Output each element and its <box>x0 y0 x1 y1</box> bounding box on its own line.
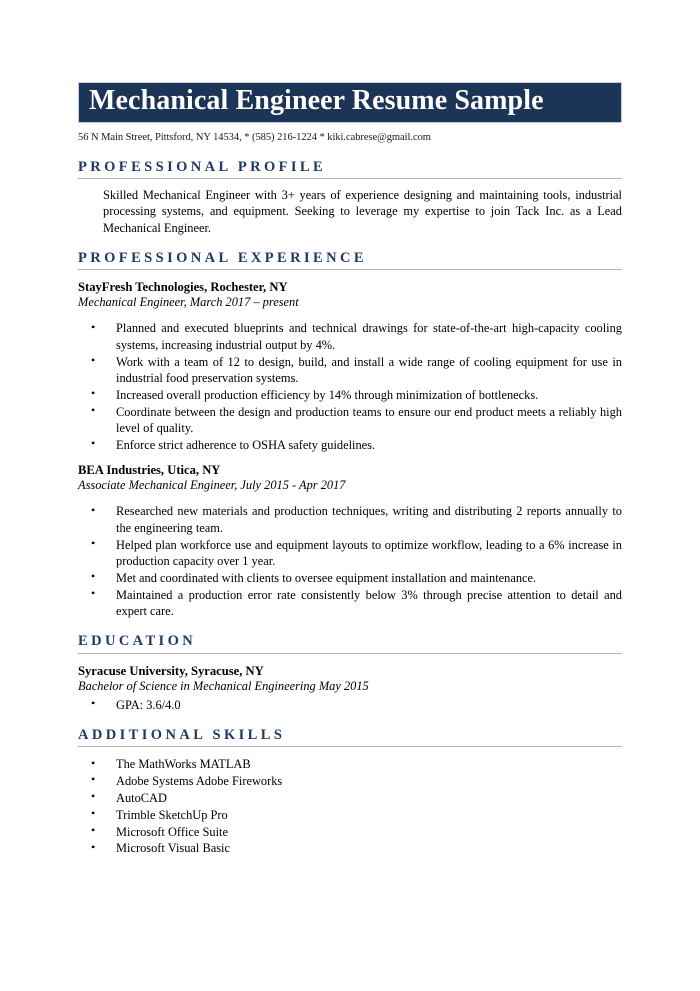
bullet-icon: • <box>91 436 96 451</box>
bullet-icon: • <box>91 536 96 551</box>
list-item <box>91 824 622 840</box>
name-banner <box>78 82 622 123</box>
section-additional-skills <box>78 726 622 857</box>
list-item-text: Microsoft Visual Basic <box>116 841 230 856</box>
profile-paragraph: Skilled Mechanical Engineer with 3+ years of experience designing and maintaining tools, industrial processing systems, and equipment. Seeking to leverage my expertise to join Tack Inc. as a Lead Mechanical Engineer. <box>103 187 622 235</box>
list-item <box>91 404 622 437</box>
job-employer: BEA Industries, Utica, NY <box>78 463 221 478</box>
bullet-icon: • <box>91 755 96 770</box>
list-item <box>91 773 622 789</box>
bullet-icon: • <box>91 386 96 401</box>
bullet-icon: • <box>91 806 96 821</box>
list-item-text: Maintained a production error rate consistently below 3% through precise attention to detail and expert care. <box>116 587 622 619</box>
list-item <box>91 697 622 713</box>
education-bullet-list <box>78 697 622 713</box>
list-item <box>91 790 622 806</box>
list-item <box>91 537 622 570</box>
list-item-text: Trimble SketchUp Pro <box>116 807 228 822</box>
bullet-icon: • <box>91 586 96 601</box>
bullet-icon: • <box>91 403 96 418</box>
list-item-text: The MathWorks MATLAB <box>116 757 251 772</box>
job-role: Mechanical Engineer, March 2017 – present <box>78 295 299 310</box>
page-title: Mechanical Engineer Resume Sample <box>89 85 544 116</box>
education-degree: Bachelor of Science in Mechanical Engineering May 2015 <box>78 678 369 693</box>
list-item-text: AutoCAD <box>116 790 167 805</box>
job-bullet-list <box>78 320 622 453</box>
job-bullet-list <box>78 503 622 619</box>
list-item-text: Helped plan workforce use and equipment layouts to optimize workflow, leading to a 6% increase in production capacity over 1 year. <box>116 537 622 568</box>
job-entry <box>78 462 622 619</box>
bullet-icon: • <box>91 696 96 711</box>
list-item-text: Met and coordinated with clients to oversee equipment installation and maintenance. <box>116 570 537 585</box>
bullet-icon: • <box>91 502 96 517</box>
list-item-text: Researched new materials and production techniques, writing and distributing 2 reports annually to the engineering team. <box>116 504 622 535</box>
section-title-education: EDUCATION <box>78 632 622 653</box>
section-title-skills: ADDITIONAL SKILLS <box>78 726 622 747</box>
list-item-text: Microsoft Office Suite <box>116 824 228 839</box>
list-item <box>91 840 622 856</box>
list-item <box>91 387 622 403</box>
job-entry <box>78 279 622 453</box>
contact-line: 56 N Main Street, Pittsford, NY 14534, * (585) 216-1224 * kiki.cabrese@gmail.com <box>78 132 431 143</box>
list-item <box>91 320 622 353</box>
list-item-text: Coordinate between the design and production teams to ensure our end product meets a reliably high level of quality. <box>116 404 622 436</box>
list-item <box>91 437 622 453</box>
list-item <box>91 570 622 586</box>
list-item <box>91 807 622 823</box>
section-title-experience: PROFESSIONAL EXPERIENCE <box>78 249 622 270</box>
list-item-text: Adobe Systems Adobe Fireworks <box>116 773 283 788</box>
list-item-text: Planned and executed blueprints and technical drawings for state-of-the-art high-capacity cooling systems, increasing industrial output by 4%. <box>116 321 622 352</box>
education-school: Syracuse University, Syracuse, NY <box>78 663 264 678</box>
section-title-profile: PROFESSIONAL PROFILE <box>78 158 622 179</box>
list-item <box>91 503 622 536</box>
list-item-text: GPA: 3.6/4.0 <box>116 697 181 712</box>
skills-list <box>78 756 622 857</box>
section-education <box>78 632 622 712</box>
section-professional-profile <box>78 158 622 237</box>
bullet-icon: • <box>91 839 96 854</box>
bullet-icon: • <box>91 823 96 838</box>
list-item-text: Enforce strict adherence to OSHA safety guidelines. <box>116 437 376 452</box>
list-item-text: Work with a team of 12 to design, build, and install a wide range of cooling equipment for use in industrial food preservation systems. <box>116 354 622 385</box>
bullet-icon: • <box>91 569 96 584</box>
list-item <box>91 587 622 620</box>
bullet-icon: • <box>91 772 96 787</box>
list-item <box>91 354 622 387</box>
list-item-text: Increased overall production efficiency by 14% through minimization of bottlenecks. <box>116 387 539 402</box>
job-employer: StayFresh Technologies, Rochester, NY <box>78 280 288 295</box>
resume-content <box>78 82 622 857</box>
bullet-icon: • <box>91 789 96 804</box>
list-item <box>91 756 622 772</box>
section-professional-experience <box>78 249 622 619</box>
bullet-icon: • <box>91 319 96 334</box>
bullet-icon: • <box>91 353 96 368</box>
job-role: Associate Mechanical Engineer, July 2015 - Apr 2017 <box>78 478 346 493</box>
